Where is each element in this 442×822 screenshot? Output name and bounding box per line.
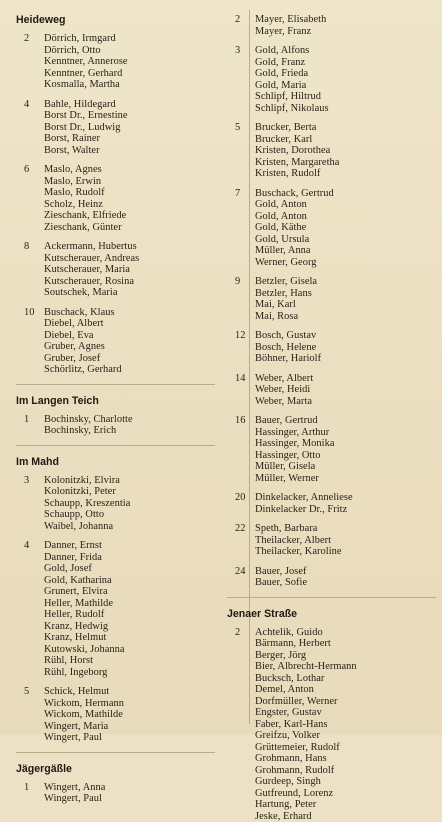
resident-list <box>255 276 436 322</box>
resident-name: Zieschank, Elfriede <box>44 210 215 222</box>
house-number: 20 <box>227 492 255 515</box>
resident-list <box>255 373 436 408</box>
resident-name: Jeske, Erhard <box>255 811 436 822</box>
resident-name: Grohmann, Hans <box>255 753 436 765</box>
resident-name: Achtelik, Guido <box>255 627 436 639</box>
resident-name: Zieschank, Günter <box>44 222 215 234</box>
resident-name: Gold, Maria <box>255 80 436 92</box>
house-number: 2 <box>227 14 255 37</box>
resident-name: Borst Dr., Ludwig <box>44 122 215 134</box>
resident-name: Kristen, Margaretha <box>255 157 436 169</box>
house-entry <box>16 686 215 744</box>
resident-name: Wickom, Mathilde <box>44 709 215 721</box>
resident-list <box>255 492 436 515</box>
resident-name: Gold, Käthe <box>255 222 436 234</box>
house-entry <box>227 330 436 365</box>
house-number: 10 <box>16 307 44 376</box>
resident-list <box>44 475 215 533</box>
resident-name: Heller, Mathilde <box>44 598 215 610</box>
street-section <box>16 752 215 805</box>
resident-name: Mai, Karl <box>255 299 436 311</box>
resident-name: Brucker, Karl <box>255 134 436 146</box>
street-heading: Jägergäßle <box>16 763 215 776</box>
house-entry <box>227 627 436 822</box>
house-number: 22 <box>227 523 255 558</box>
resident-name: Gurdeep, Singh <box>255 776 436 788</box>
resident-list <box>255 523 436 558</box>
resident-name: Borst Dr., Ernestine <box>44 110 215 122</box>
house-entry <box>227 14 436 37</box>
resident-list <box>44 414 215 437</box>
resident-name: Bauer, Josef <box>255 566 436 578</box>
resident-name: Hassinger, Otto <box>255 450 436 462</box>
resident-name: Müller, Gisela <box>255 461 436 473</box>
resident-name: Berger, Jörg <box>255 650 436 662</box>
resident-list <box>44 782 215 805</box>
street-section <box>227 597 436 822</box>
resident-name: Maslo, Agnes <box>44 164 215 176</box>
resident-name: Ackermann, Hubertus <box>44 241 215 253</box>
resident-list <box>44 241 215 299</box>
resident-name: Hassinger, Monika <box>255 438 436 450</box>
house-entry <box>227 415 436 484</box>
house-entry <box>227 188 436 269</box>
resident-name: Maslo, Erwin <box>44 176 215 188</box>
resident-name: Betzler, Gisela <box>255 276 436 288</box>
resident-name: Rühl, Horst <box>44 655 215 667</box>
house-entry <box>16 414 215 437</box>
house-number: 8 <box>16 241 44 299</box>
resident-name: Kenntner, Gerhard <box>44 68 215 80</box>
resident-name: Rühl, Ingeborg <box>44 667 215 679</box>
house-entry <box>227 45 436 114</box>
house-number: 6 <box>16 164 44 233</box>
house-number: 9 <box>227 276 255 322</box>
resident-name: Gruber, Agnes <box>44 341 215 353</box>
resident-name: Maslo, Rudolf <box>44 187 215 199</box>
resident-name: Gold, Josef <box>44 563 215 575</box>
resident-list <box>44 99 215 157</box>
resident-name: Diebel, Eva <box>44 330 215 342</box>
house-number: 5 <box>227 122 255 180</box>
house-number: 7 <box>227 188 255 269</box>
resident-name: Gold, Katharina <box>44 575 215 587</box>
resident-name: Dinkelacker, Anneliese <box>255 492 436 504</box>
street-section <box>16 14 215 376</box>
house-entry <box>227 523 436 558</box>
resident-name: Betzler, Hans <box>255 288 436 300</box>
resident-name: Buschack, Klaus <box>44 307 215 319</box>
resident-name: Demel, Anton <box>255 684 436 696</box>
resident-name: Weber, Marta <box>255 396 436 408</box>
left-column <box>0 0 221 734</box>
house-entry <box>227 122 436 180</box>
resident-name: Buschack, Gertrud <box>255 188 436 200</box>
house-entry <box>227 566 436 589</box>
resident-list <box>255 14 436 37</box>
resident-name: Dörrich, Otto <box>44 45 215 57</box>
house-number: 4 <box>16 99 44 157</box>
resident-name: Kranz, Hedwig <box>44 621 215 633</box>
resident-name: Bahle, Hildegard <box>44 99 215 111</box>
house-entry <box>16 307 215 376</box>
resident-list <box>44 33 215 91</box>
resident-name: Bochinsky, Erich <box>44 425 215 437</box>
resident-name: Müller, Anna <box>255 245 436 257</box>
resident-list <box>44 164 215 233</box>
resident-name: Bärmann, Herbert <box>255 638 436 650</box>
resident-name: Schörlitz, Gerhard <box>44 364 215 376</box>
resident-name: Weber, Albert <box>255 373 436 385</box>
street-section <box>227 14 436 589</box>
resident-name: Faber, Karl-Hans <box>255 719 436 731</box>
resident-name: Bier, Albrecht-Hermann <box>255 661 436 673</box>
street-heading: Jenaer Straße <box>227 608 436 621</box>
resident-name: Kranz, Helmut <box>44 632 215 644</box>
house-entry <box>16 99 215 157</box>
resident-name: Bauer, Gertrud <box>255 415 436 427</box>
resident-name: Borst, Rainer <box>44 133 215 145</box>
resident-name: Theilacker, Karoline <box>255 546 436 558</box>
resident-name: Müller, Werner <box>255 473 436 485</box>
house-number: 1 <box>16 414 44 437</box>
resident-list <box>255 188 436 269</box>
house-number: 4 <box>16 540 44 678</box>
resident-name: Mayer, Elisabeth <box>255 14 436 26</box>
section-rule <box>16 384 215 385</box>
house-entry <box>16 540 215 678</box>
resident-name: Kutscherauer, Rosina <box>44 276 215 288</box>
resident-name: Soutschek, Maria <box>44 287 215 299</box>
house-number: 3 <box>16 475 44 533</box>
resident-list <box>44 307 215 376</box>
resident-name: Schick, Helmut <box>44 686 215 698</box>
resident-name: Werner, Georg <box>255 257 436 269</box>
resident-name: Diebel, Albert <box>44 318 215 330</box>
resident-name: Speth, Barbara <box>255 523 436 535</box>
house-entry <box>227 276 436 322</box>
house-number: 24 <box>227 566 255 589</box>
resident-name: Gold, Ursula <box>255 234 436 246</box>
resident-name: Bochinsky, Charlotte <box>44 414 215 426</box>
resident-name: Scholz, Heinz <box>44 199 215 211</box>
resident-name: Wingert, Maria <box>44 721 215 733</box>
house-number: 2 <box>227 627 255 822</box>
resident-name: Borst, Walter <box>44 145 215 157</box>
resident-name: Mai, Rosa <box>255 311 436 323</box>
resident-list <box>255 45 436 114</box>
resident-name: Theilacker, Albert <box>255 535 436 547</box>
resident-name: Wickom, Hermann <box>44 698 215 710</box>
house-entry <box>16 782 215 805</box>
resident-name: Grohmann, Rudolf <box>255 765 436 777</box>
resident-name: Dinkelacker Dr., Fritz <box>255 504 436 516</box>
resident-list <box>255 627 436 822</box>
resident-name: Gold, Franz <box>255 57 436 69</box>
resident-name: Gold, Anton <box>255 199 436 211</box>
resident-name: Schlipf, Nikolaus <box>255 103 436 115</box>
resident-name: Bosch, Gustav <box>255 330 436 342</box>
street-heading: Im Langen Teich <box>16 395 215 408</box>
resident-name: Dorfmüller, Werner <box>255 696 436 708</box>
resident-list <box>44 540 215 678</box>
house-number: 5 <box>16 686 44 744</box>
resident-list <box>255 566 436 589</box>
resident-name: Schaupp, Otto <box>44 509 215 521</box>
house-entry <box>227 492 436 515</box>
resident-name: Waibel, Johanna <box>44 521 215 533</box>
resident-list <box>44 686 215 744</box>
resident-name: Schaupp, Kreszentia <box>44 498 215 510</box>
resident-name: Brucker, Berta <box>255 122 436 134</box>
resident-name: Kristen, Dorothea <box>255 145 436 157</box>
resident-name: Wingert, Anna <box>44 782 215 794</box>
street-section <box>16 384 215 437</box>
resident-name: Wingert, Paul <box>44 793 215 805</box>
house-number: 3 <box>227 45 255 114</box>
resident-name: Schlipf, Hiltrud <box>255 91 436 103</box>
house-entry <box>16 475 215 533</box>
house-number: 2 <box>16 33 44 91</box>
resident-name: Kolonitzki, Peter <box>44 486 215 498</box>
house-number: 16 <box>227 415 255 484</box>
resident-name: Greifzu, Volker <box>255 730 436 742</box>
resident-name: Bucksch, Lothar <box>255 673 436 685</box>
section-rule <box>16 752 215 753</box>
resident-name: Hassinger, Arthur <box>255 427 436 439</box>
resident-name: Kristen, Rudolf <box>255 168 436 180</box>
resident-name: Kosmalla, Martha <box>44 79 215 91</box>
resident-name: Engster, Gustav <box>255 707 436 719</box>
resident-name: Wingert, Paul <box>44 732 215 744</box>
resident-name: Gutfreund, Lorenz <box>255 788 436 800</box>
resident-name: Grüttemeier, Rudolf <box>255 742 436 754</box>
resident-name: Bauer, Sofie <box>255 577 436 589</box>
resident-name: Gruber, Josef <box>44 353 215 365</box>
house-number: 1 <box>16 782 44 805</box>
house-number: 14 <box>227 373 255 408</box>
resident-name: Gold, Frieda <box>255 68 436 80</box>
resident-name: Kutscherauer, Maria <box>44 264 215 276</box>
section-rule <box>227 597 436 598</box>
resident-list <box>255 415 436 484</box>
house-entry <box>16 241 215 299</box>
resident-name: Gold, Alfons <box>255 45 436 57</box>
street-heading: Im Mahd <box>16 456 215 469</box>
resident-name: Kenntner, Annerose <box>44 56 215 68</box>
resident-list <box>255 330 436 365</box>
resident-name: Kutscherauer, Andreas <box>44 253 215 265</box>
resident-name: Danner, Frida <box>44 552 215 564</box>
resident-name: Weber, Heidi <box>255 384 436 396</box>
resident-name: Hartung, Peter <box>255 799 436 811</box>
house-entry <box>16 33 215 91</box>
resident-name: Dörrich, Irmgard <box>44 33 215 45</box>
house-entry <box>227 373 436 408</box>
resident-name: Kutowski, Johanna <box>44 644 215 656</box>
resident-name: Böhner, Hariolf <box>255 353 436 365</box>
resident-list <box>255 122 436 180</box>
house-number: 12 <box>227 330 255 365</box>
resident-name: Danner, Ernst <box>44 540 215 552</box>
house-entry <box>16 164 215 233</box>
resident-name: Kolonitzki, Elvira <box>44 475 215 487</box>
section-rule <box>16 445 215 446</box>
resident-name: Grunert, Elvira <box>44 586 215 598</box>
street-section <box>16 445 215 744</box>
resident-name: Mayer, Franz <box>255 26 436 38</box>
resident-name: Bosch, Helene <box>255 342 436 354</box>
resident-name: Heller, Rudolf <box>44 609 215 621</box>
resident-name: Gold, Anton <box>255 211 436 223</box>
right-column <box>221 0 442 734</box>
street-heading: Heideweg <box>16 14 215 27</box>
